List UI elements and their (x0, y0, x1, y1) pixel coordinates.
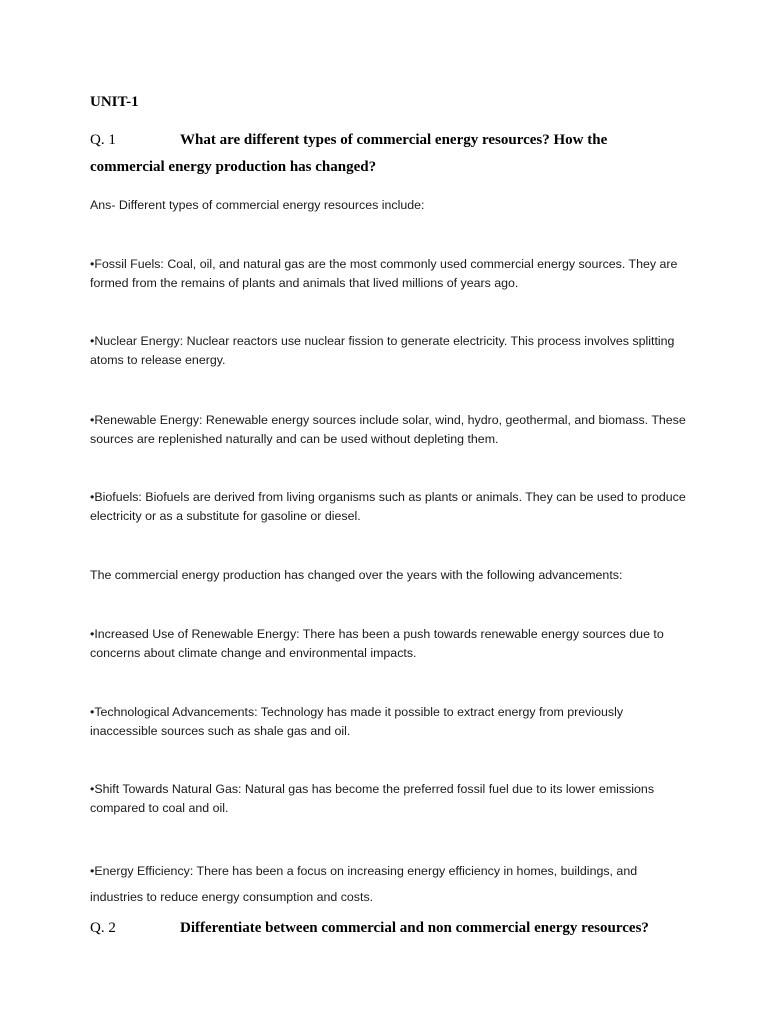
bullet-increased-renewables: •Increased Use of Renewable Energy: There has been a push towards renewable energy sources due to concerns about climate change and environmental impacts. (90, 627, 664, 660)
q1-question: What are different types of commercial energy resources? How the (180, 132, 608, 148)
q2-label: Q. 2 (90, 920, 116, 936)
unit-title: UNIT-1 (90, 94, 139, 110)
q1-question-continued: commercial energy production has changed? (90, 159, 377, 175)
q2-question: Differentiate between commercial and non commercial energy resources? (180, 920, 649, 936)
bullet-nuclear-energy: •Nuclear Energy: Nuclear reactors use nuclear fission to generate electricity. This process involves splitting atoms to release energy. (90, 334, 675, 367)
bullet-shift-natural-gas: •Shift Towards Natural Gas: Natural gas has become the preferred fossil fuel due to its lower emissions compared to coal and oil. (90, 782, 655, 815)
changes-intro: The commercial energy production has changed over the years with the following advancements: (90, 568, 623, 582)
bullet-technological-advancements: •Technological Advancements: Technology has made it possible to extract energy from previously inaccessible sources such as shale gas and oil. (90, 705, 624, 738)
bullet-biofuels: •Biofuels: Biofuels are derived from living organisms such as plants or animals. They can be used to produce electricity or as a substitute for gasoline or diesel. (90, 490, 686, 523)
bullet-energy-efficiency: •Energy Efficiency: There has been a focus on increasing energy efficiency in homes, buildings, and industries to reduce energy consumption and costs. (90, 864, 638, 904)
answer-intro: Ans- Different types of commercial energy resources include: (90, 198, 425, 212)
bullet-fossil-fuels: •Fossil Fuels: Coal, oil, and natural gas are the most commonly used commercial energy sources. They are formed from the remains of plants and animals that lived millions of years ago. (90, 257, 678, 290)
q1-label: Q. 1 (90, 132, 116, 148)
bullet-renewable-energy: •Renewable Energy: Renewable energy sources include solar, wind, hydro, geothermal, and biomass. These sources are replenished naturally and can be used without depleting them. (90, 413, 686, 446)
